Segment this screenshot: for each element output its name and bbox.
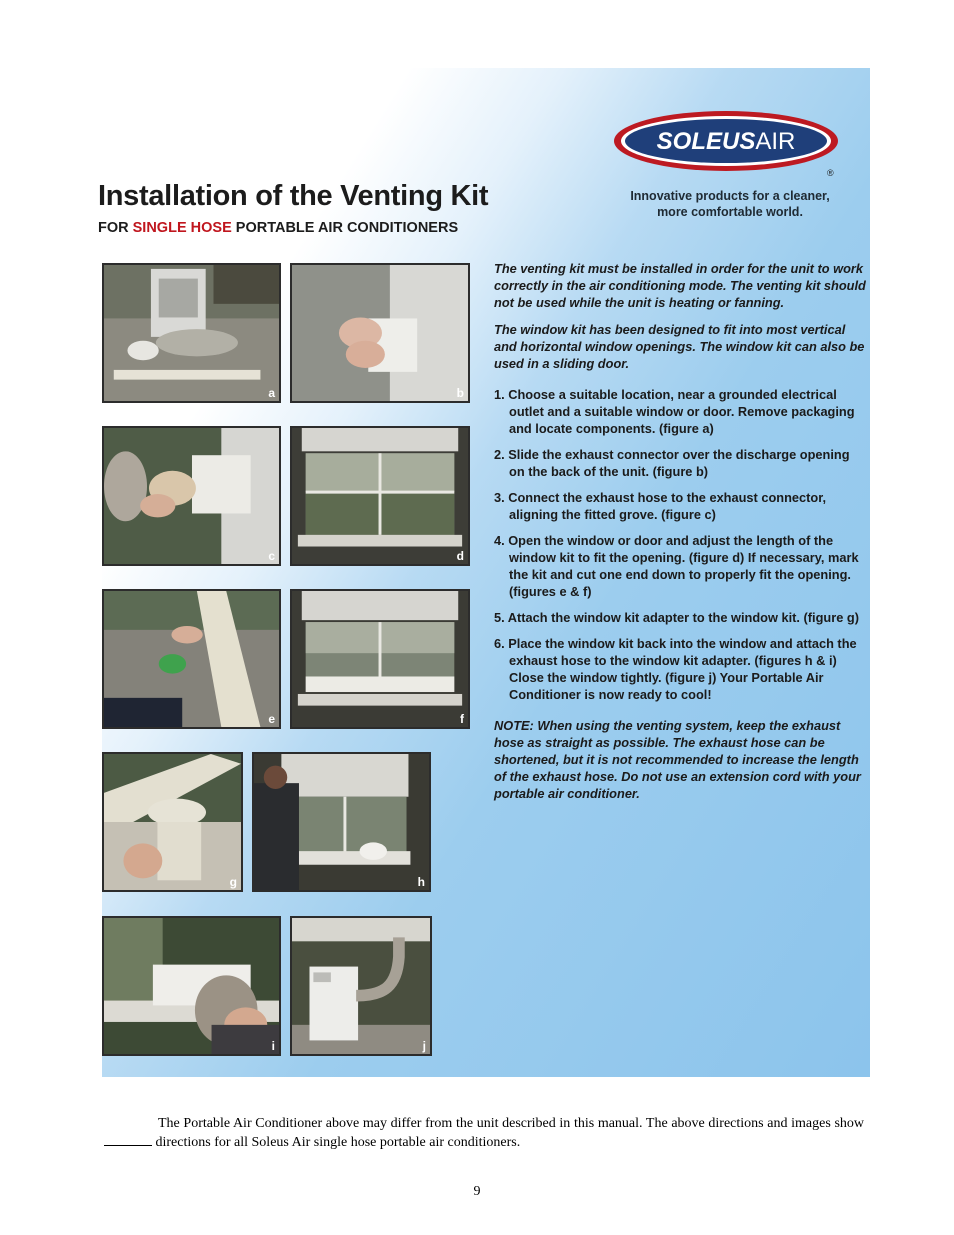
logo-word-air: AIR	[755, 128, 796, 155]
step-item: 2. Slide the exhaust connector over the discharge opening on the back of the unit. (figure b)	[494, 447, 850, 479]
figure-i-label: i	[271, 1039, 275, 1053]
figure-h-photo	[252, 752, 431, 892]
figure-i-photo	[102, 916, 281, 1056]
attach-hose-to-adapter-photo	[104, 918, 279, 1054]
registered-mark: ®	[827, 168, 834, 178]
brand-tagline	[602, 188, 858, 220]
figure-j-label: j	[422, 1039, 426, 1053]
figure-c-photo	[102, 426, 281, 566]
figure-e-label: e	[268, 712, 275, 726]
subtitle-prefix: FOR	[98, 220, 133, 236]
logo-word-soleus: SOLEUS	[656, 128, 756, 155]
note-paragraph: NOTE: When using the venting system, keep the exhaust hose as straight as possible. The exhaust hose can be shortened, but it is not recommended to increase the length of the exhaust hose. Do not use an extension cord with your portable air conditioner.	[494, 718, 861, 801]
footer-disclaimer	[104, 1114, 864, 1152]
figure-h-label: h	[417, 875, 425, 889]
page-number: 9	[473, 1184, 481, 1199]
window-kit-adapter-photo	[104, 754, 241, 890]
figure-a-label: a	[268, 386, 275, 400]
subtitle-suffix: PORTABLE AIR CONDITIONERS	[231, 220, 459, 236]
cut-window-kit-photo	[104, 591, 279, 727]
figure-b-label: b	[456, 386, 464, 400]
intro-paragraph-2: The window kit has been designed to fit into most vertical and horizontal window openings. The window kit can also be used in a sliding door.	[494, 322, 865, 371]
figure-b-photo	[290, 263, 470, 403]
figure-g-photo	[102, 752, 243, 892]
page-title: Installation of the Venting Kit	[98, 180, 489, 212]
figure-g-label: g	[229, 875, 237, 889]
footer-text-part-2: directions for all Soleus Air single hose portable air conditioners.	[155, 1135, 521, 1150]
step-item: 3. Connect the exhaust hose to the exhaust connector, aligning the fitted grove. (figure c)	[494, 490, 827, 522]
blank-underline	[104, 1133, 152, 1146]
figure-f-photo	[290, 589, 470, 729]
footer-text-part-1: The Portable Air Conditioner above may differ from the unit described in this manual. The above directions and images show	[158, 1116, 864, 1131]
figure-f-label: f	[460, 712, 464, 726]
figure-d-label: d	[456, 549, 464, 563]
connect-hose-photo	[104, 428, 279, 564]
close-window-photo	[254, 754, 429, 890]
window-kit-in-window-photo	[292, 591, 468, 727]
step-item: 5. Attach the window kit adapter to the window kit. (figure g)	[494, 610, 859, 625]
svg-text:SOLEUSAIR	[657, 128, 796, 155]
exhaust-connector-photo	[292, 265, 468, 401]
venting-kit-panel	[98, 68, 870, 1077]
soleus-air-logo	[612, 108, 846, 178]
figure-d-photo	[290, 426, 470, 566]
intro-paragraph-1: The venting kit must be installed in order for the unit to work correctly in the air conditioning mode. The venting kit should not be used while the unit is heating or fanning.	[494, 261, 866, 310]
steps-list	[494, 386, 866, 703]
page-subtitle	[98, 220, 458, 236]
figure-e-photo	[102, 589, 281, 729]
figure-j-photo	[290, 916, 432, 1056]
subtitle-highlight: SINGLE HOSE	[132, 220, 232, 236]
step-item: 4. Open the window or door and adjust the length of the window kit to fit the opening. (figure d) If necessary, mark the kit and cut one end down to properly fit the opening. (figures e & f)	[494, 533, 859, 599]
step-item: 1. Choose a suitable location, near a grounded electrical outlet and a suitable window or door. Remove packaging and locate components. (figure a)	[494, 387, 855, 436]
instructions-column	[494, 260, 866, 802]
window-photo	[292, 428, 468, 564]
step-item: 6. Place the window kit back into the window and attach the exhaust hose to the window kit adapter. (figures h & i) Close the window tightly. (figure j) Your Portable Air Conditioner is now ready to cool!	[494, 636, 857, 702]
tagline-line-1: Innovative products for a cleaner,	[630, 189, 830, 203]
tagline-line-2: more comfortable world.	[657, 205, 803, 219]
ac-unit-with-hose-photo	[104, 265, 279, 401]
figure-a-photo	[102, 263, 281, 403]
figure-c-label: c	[268, 549, 275, 563]
installed-unit-photo	[292, 918, 430, 1054]
